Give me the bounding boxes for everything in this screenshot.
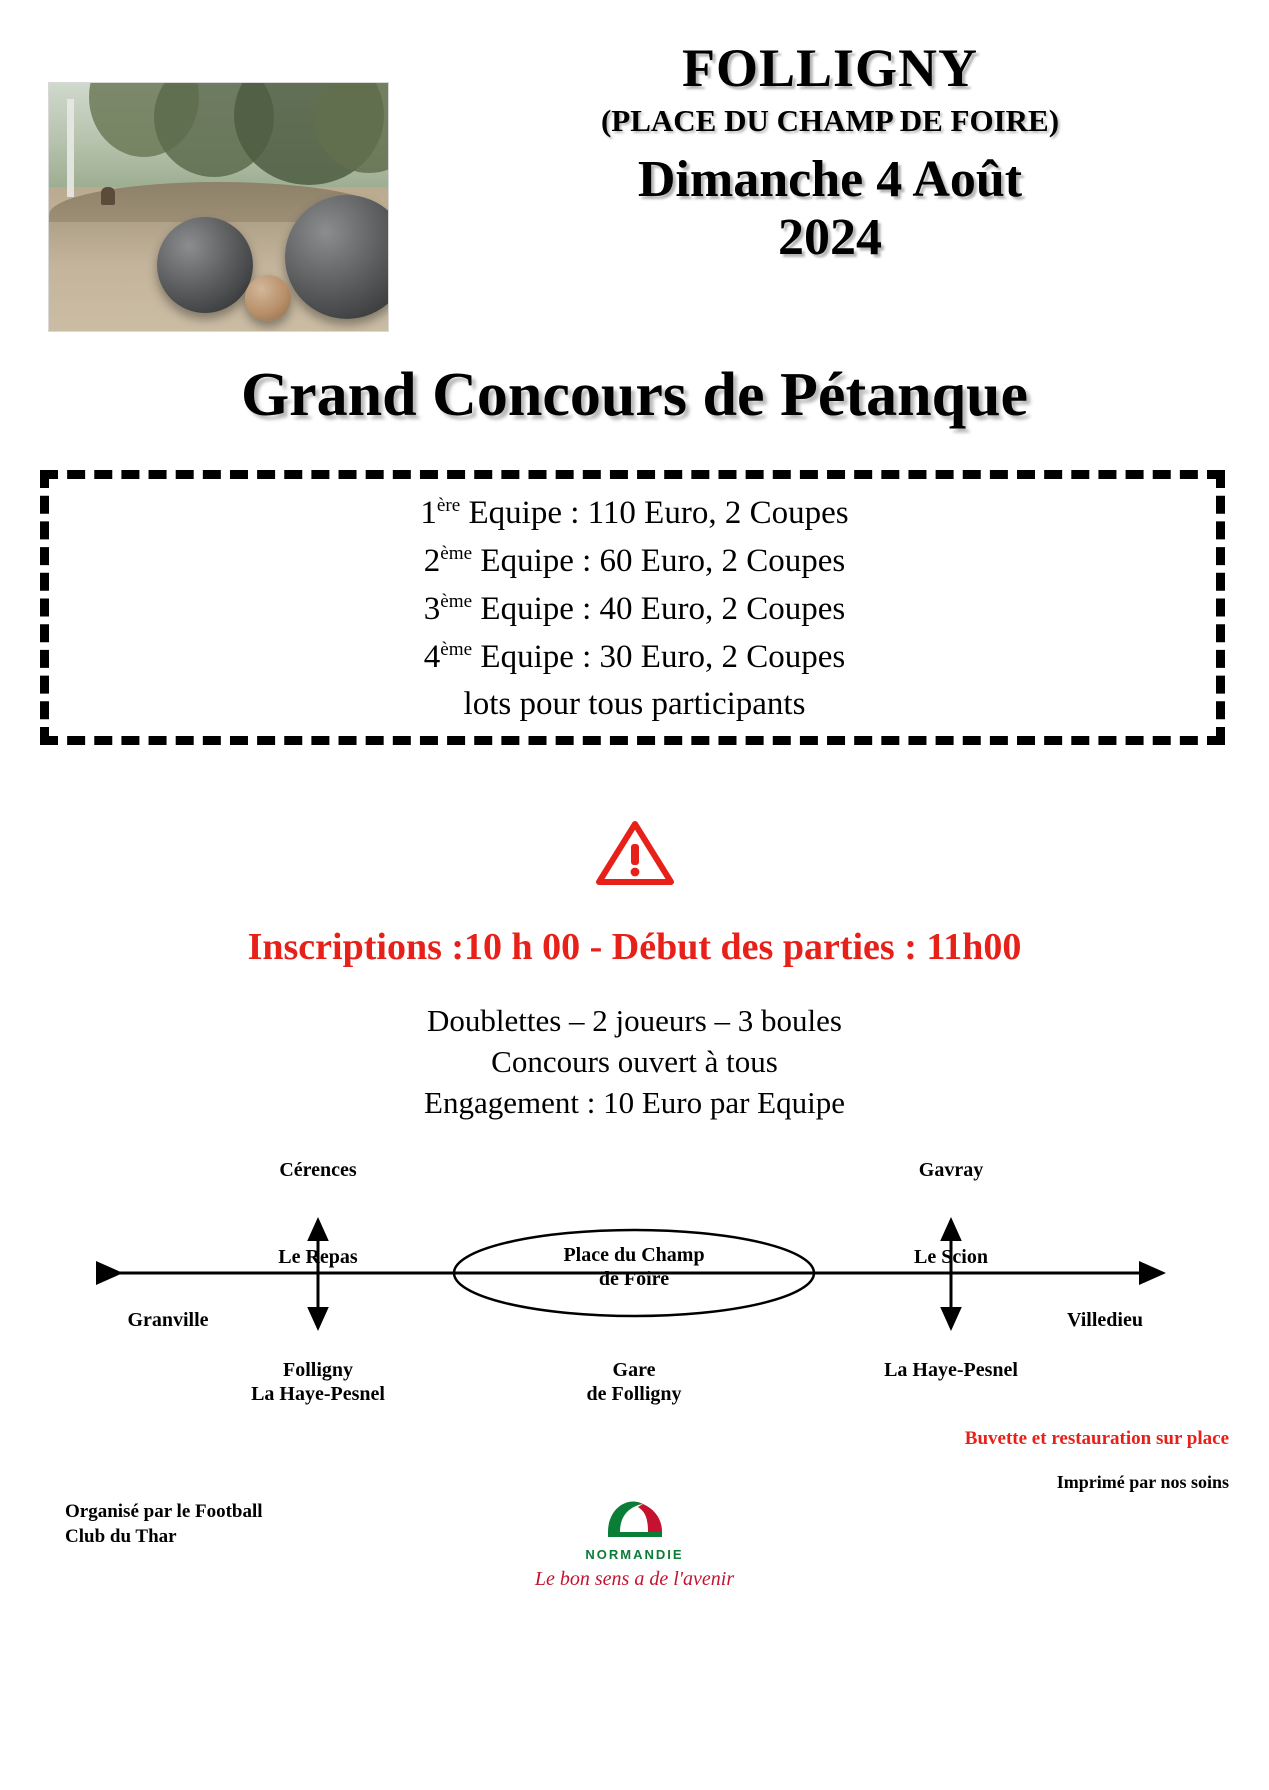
- credit-agricole-icon: [598, 1492, 672, 1544]
- prize-row: [0, 490, 1269, 538]
- rule-line: Doublettes – 2 joueurs – 3 boules: [426, 1003, 842, 1038]
- town-title: FOLLIGNY: [681, 38, 979, 98]
- petanque-photo: [48, 82, 389, 332]
- poster-header: [420, 40, 1240, 267]
- prize-row: [0, 586, 1269, 634]
- prize-text: Equipe : 110 Euro, 2 Coupes: [460, 495, 849, 531]
- map-label-folligny-lahayepesnel: [178, 1358, 458, 1406]
- rule-line: Concours ouvert à tous: [491, 1044, 778, 1080]
- prize-ordinal: ème: [440, 638, 473, 660]
- prize-ordinal: ère: [436, 495, 461, 516]
- organiser-line1: Organisé par le Football: [65, 1501, 263, 1522]
- map-label-gavray: Gavray: [918, 1159, 984, 1181]
- map-label-cerences: Cérences: [279, 1159, 357, 1181]
- map-label-place-du-champ: [484, 1243, 784, 1291]
- buvette-note: Buvette et restauration sur place: [964, 1428, 1229, 1449]
- warning-triangle-icon: [594, 818, 676, 888]
- page-title: Grand Concours de Pétanque: [240, 361, 1029, 429]
- inscriptions-line: Inscriptions :10 h 00 - Début des parties : 11h00: [247, 926, 1022, 968]
- prize-rank: 2: [423, 542, 441, 579]
- warning-block: [0, 818, 1269, 893]
- venue-subtitle: (PLACE DU CHAMP DE FOIRE): [600, 102, 1060, 138]
- sponsor-name: NORMANDIE: [585, 1547, 684, 1562]
- photo-player-silhouette: [101, 187, 115, 205]
- map-center-line1: Place du Champ: [563, 1244, 705, 1266]
- cochonnet-icon: [245, 275, 291, 321]
- prize-footer-note: lots pour tous participants: [463, 686, 806, 723]
- prize-rank: 3: [423, 590, 441, 627]
- map-label-villedieu: Villedieu: [1067, 1309, 1143, 1331]
- event-date-line2: 2024: [778, 208, 882, 266]
- map-label-granville: Granville: [127, 1309, 209, 1331]
- prize-rank: 4: [423, 638, 441, 675]
- map-bottom-center-line1: Gare: [612, 1359, 656, 1381]
- sponsor-slogan: Le bon sens a de l'avenir: [534, 1568, 735, 1590]
- boule-icon: [157, 217, 253, 313]
- prize-text: Equipe : 30 Euro, 2 Coupes: [472, 638, 846, 675]
- prize-list: [0, 490, 1269, 729]
- map-center-line2: de Foire: [598, 1268, 670, 1290]
- map-bottom-center-line2: de Folligny: [586, 1383, 682, 1405]
- location-map: [0, 1140, 1269, 1430]
- prize-rank: 1: [420, 495, 437, 531]
- map-label-gare-de-folligny: [484, 1358, 784, 1406]
- map-label-le-repas: Le Repas: [278, 1246, 358, 1268]
- prize-row: [0, 538, 1269, 586]
- prize-ordinal: ème: [440, 590, 473, 612]
- map-label-la-haye-pesnel: La Haye-Pesnel: [884, 1359, 1018, 1381]
- prize-text: Equipe : 40 Euro, 2 Coupes: [472, 590, 846, 627]
- organiser-line2: Club du Thar: [65, 1525, 177, 1547]
- map-bottom-left-line1: Folligny: [282, 1359, 353, 1381]
- prize-text: Equipe : 60 Euro, 2 Coupes: [472, 542, 846, 579]
- photo-pole: [67, 99, 74, 197]
- event-date-line1: Dimanche 4 Août: [637, 150, 1023, 208]
- sponsor-logo: [0, 1492, 1269, 1591]
- prize-ordinal: ème: [440, 542, 473, 564]
- rules-block: [0, 1000, 1269, 1124]
- imprime-note: Imprimé par nos soins: [1056, 1472, 1229, 1492]
- prize-row: [0, 634, 1269, 682]
- map-label-le-scion: Le Scion: [914, 1246, 988, 1268]
- rule-line: Engagement : 10 Euro par Equipe: [424, 1085, 845, 1121]
- map-bottom-left-line2: La Haye-Pesnel: [251, 1383, 385, 1405]
